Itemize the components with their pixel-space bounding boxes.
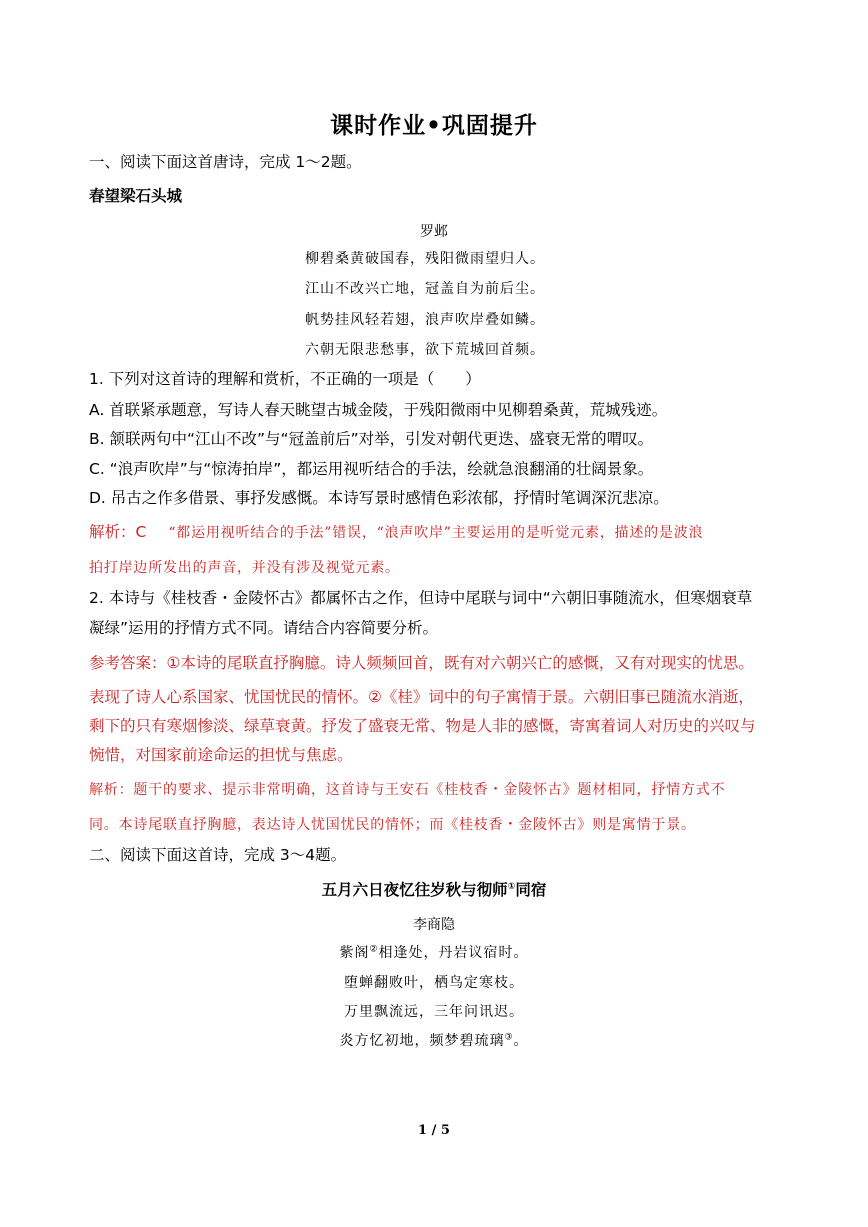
footnote-marker: ②	[369, 944, 379, 955]
page-number: 1 / 5	[418, 1123, 450, 1138]
poem1-line: 江山不改兴亡地，冠盖自为前后尘。	[305, 281, 545, 297]
question1-option-a: A. 首联紧承题意，写诗人春天眺望古城金陵，于残阳微雨中见柳碧桑黄，荒城残迹。	[89, 401, 668, 419]
poem2-line-text: 。	[513, 1033, 529, 1049]
question2-answer: 惋惜，对国家前途命运的担忧与焦虑。	[89, 746, 353, 764]
question2-answer: 剩下的只有寒烟惨淡、绿草衰黄。抒发了盛衰无常、物是人非的感慨，寄寓着词人对历史的兴叹与	[89, 717, 756, 735]
section2-heading: 二、阅读下面这首诗，完成 3～4题。	[89, 846, 347, 864]
poem2-title	[0, 878, 868, 900]
poem1-line: 帆势挂风轻若翅，浪声吹岸叠如鳞。	[305, 312, 545, 328]
poem2-line-text: 紫阁	[339, 945, 370, 961]
question2-analysis-cont: 同。本诗尾联直抒胸臆，表达诗人忧国忧民的情怀；而《桂枝香・金陵怀古》则是寓情于景。	[89, 817, 696, 833]
question2-analysis: 解析：题干的要求、提示非常明确，这首诗与王安石《桂枝香・金陵怀古》题材相同，抒情方式不	[89, 782, 726, 798]
question1-stem: 1. 下列对这首诗的理解和赏析，不正确的一项是（ ）	[89, 370, 481, 388]
analysis-text: “都运用视听结合的手法”错误，“浪声吹岸”主要运用的是听觉元素，描述的是波浪	[168, 525, 704, 541]
poem2-line	[0, 1032, 868, 1050]
question2-answer: 参考答案：①本诗的尾联直抒胸臆。诗人频频回首，既有对六朝兴亡的感慨，又有对现实的忧思。	[89, 654, 754, 672]
poem2-line-text: 炎方忆初地，频梦碧琉璃	[339, 1033, 505, 1049]
poem2-line: 万里飘流远，三年问讯迟。	[344, 1004, 524, 1020]
question1-analysis	[89, 522, 703, 543]
poem2-title-main: 五月六日夜忆往岁秋与彻师	[321, 881, 508, 899]
question2-stem-cont: 凝绿”运用的抒情方式不同。请结合内容简要分析。	[89, 619, 439, 637]
section1-heading: 一、阅读下面这首唐诗，完成 1～2题。	[89, 153, 362, 171]
poem2-line	[0, 944, 868, 962]
analysis-label: 解析：C	[89, 523, 147, 541]
footnote-marker: ①	[507, 881, 516, 892]
poem1-line: 六朝无限悲愁事，欲下荒城回首频。	[305, 342, 545, 358]
question1-option-d: D. 吊古之作多借景、事抒发感慨。本诗写景时感情色彩浓郁，抒情时笔调深沉悲凉。	[89, 489, 669, 507]
poem2-author: 李商隐	[413, 917, 455, 933]
footnote-marker: ③	[504, 1032, 514, 1043]
question1-option-c: C. “浪声吹岸”与“惊涛拍岸”，都运用视听结合的手法，绘就急浪翻涌的壮阔景象。	[89, 460, 654, 478]
question2-answer: 表现了诗人心系国家、忧国忧民的情怀。②《桂》词中的句子寓情于景。六朝旧事已随流水消逝，	[89, 688, 754, 706]
poem1-author: 罗邺	[420, 224, 448, 240]
question1-option-b: B. 颔联两句中“江山不改”与“冠盖前后”对举，引发对朝代更迭、盛衰无常的喟叹。	[89, 430, 654, 448]
question2-stem: 2. 本诗与《桂枝香・金陵怀古》都属怀古之作，但诗中尾联与词中“六朝旧事随流水，但寒烟衰草	[89, 589, 753, 607]
question1-analysis-cont: 拍打岸边所发出的声音，并没有涉及视觉元素。	[89, 560, 400, 576]
poem2-line: 堕蝉翻败叶，栖鸟定寒枝。	[344, 975, 524, 991]
poem1-title: 春望梁石头城	[89, 187, 183, 205]
page-title: 课时作业•巩固提升	[330, 112, 538, 139]
poem1-line: 柳碧桑黄破国春，残阳微雨望归人。	[305, 251, 545, 267]
poem2-line-text: 相逢处，丹岩议宿时。	[378, 945, 529, 961]
poem2-title-end: 同宿	[515, 881, 547, 899]
